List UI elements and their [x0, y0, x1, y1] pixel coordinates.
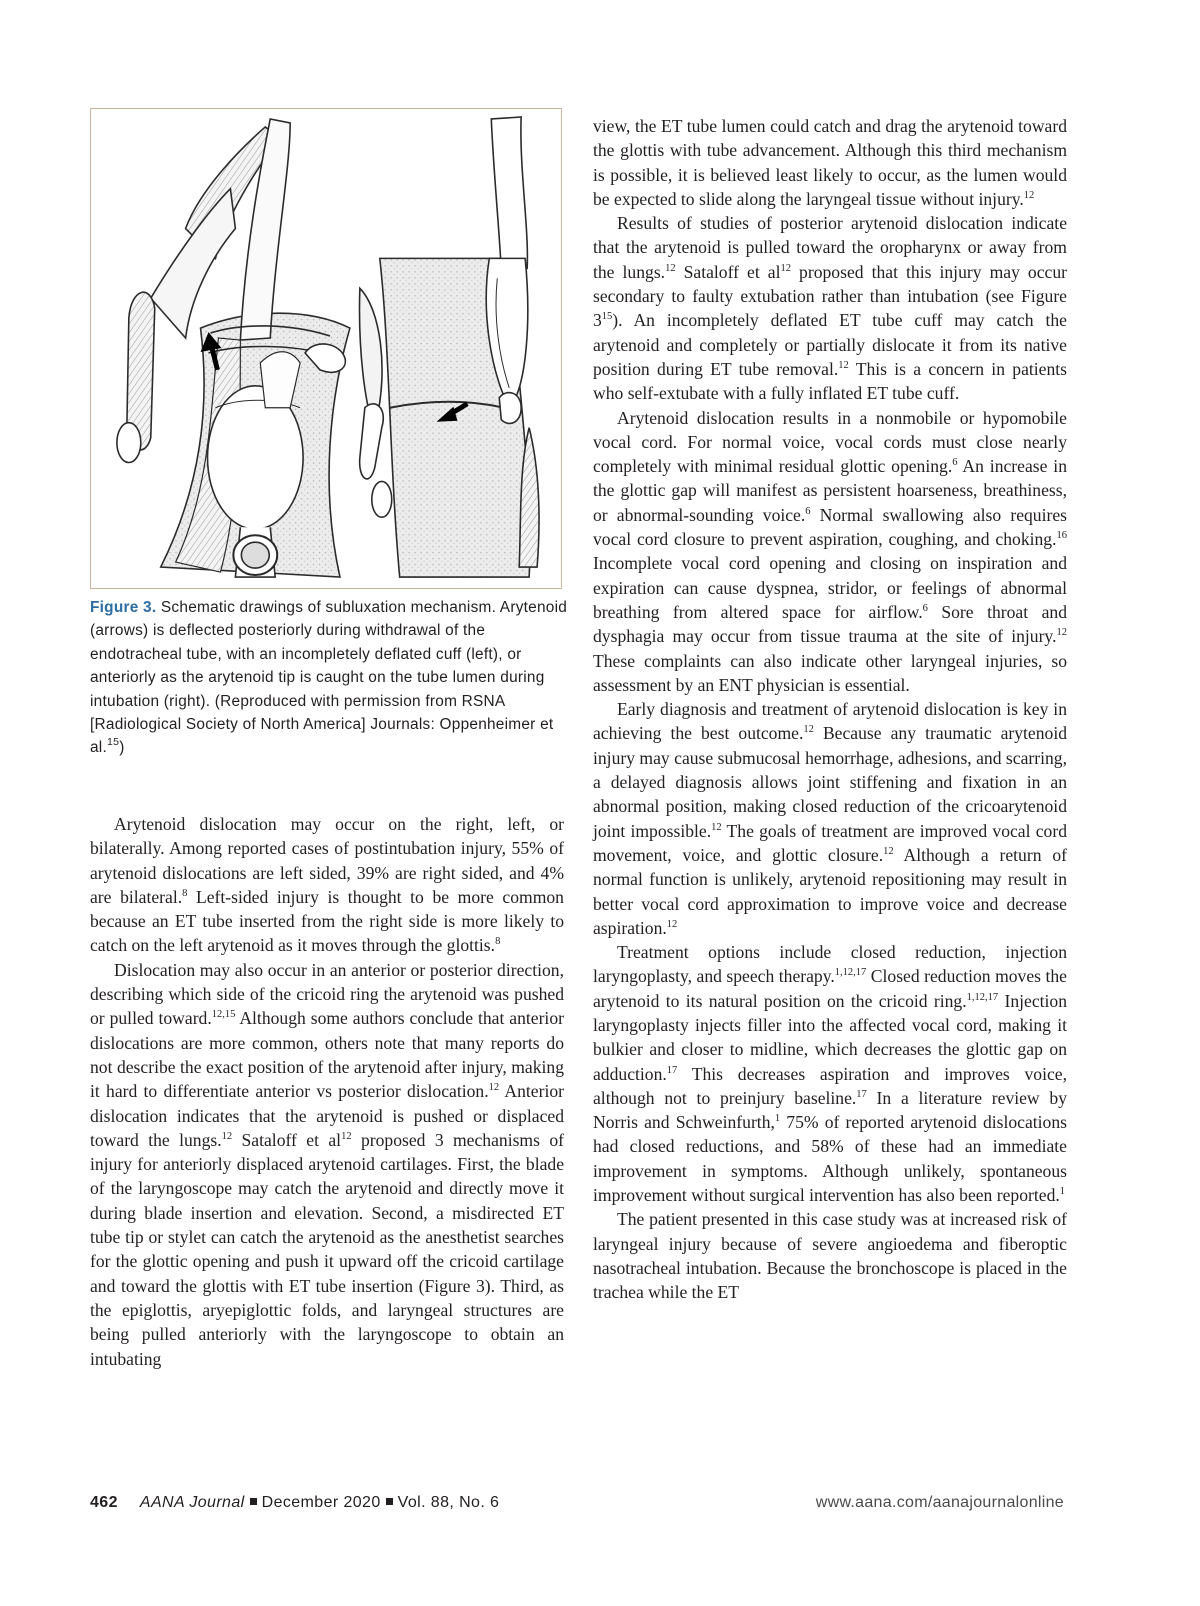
- text-segment: Injection laryngoplasty injects filler into the affected vocal cord, making it bulkier and closer to midline, which decreases the glottic gap on adduction.: [593, 990, 1068, 1084]
- text-segment: Because any traumatic arytenoid injury may cause submucosal hemorrhage, adhesions, and scarring, a delayed diagnosis allows joint stiffening and fixation in an abnormal position, making closed reduction of the cricoarytenoid joint impossible.: [593, 723, 1068, 841]
- reference: 17: [856, 1088, 867, 1100]
- text-segment: Although some authors conclude that anterior dislocations are more common, others note that many reports do not describe the exact position of the arytenoid after injury, making it hard to differentiate anterior vs posterior dislocation.: [90, 1008, 564, 1102]
- text-segment: Closed reduction moves the arytenoid to its natural position on the cricoid ring.: [593, 966, 1067, 1011]
- paragraph-posterior-dislocation: [593, 211, 1067, 405]
- text-segment: proposed that this injury may occur secondary to faulty extubation rather than intubation (see Figure 3: [593, 261, 1067, 331]
- reference: 12: [665, 262, 676, 274]
- issue-date: December 2020: [261, 1494, 381, 1511]
- reference: 12: [838, 359, 849, 371]
- reference: 12: [1056, 627, 1067, 639]
- reference: 12: [883, 845, 894, 857]
- text-segment: view, the ET tube lumen could catch and drag the arytenoid toward the glottis with tube advancement. Although this third mechanism is possible, it is believed least likely to occur, as the lumen would be expected to slide along the laryngeal tissue without injury.: [593, 116, 1067, 209]
- reference: 12: [488, 1082, 500, 1094]
- text-segment: Left-sided injury is thought to be more common because an ET tube inserted from the right side is more likely to catch on the left arytenoid as it moves through the glottis.: [90, 886, 564, 956]
- square-bullet-icon: [250, 1498, 257, 1505]
- journal-url[interactable]: www.aana.com/aanajournalonline: [815, 1494, 1064, 1511]
- text-segment: Incomplete vocal cord opening and closing on inspiration and expiration can cause dyspnea, stridor, or feelings of abnormal breathing from altered space for airflow.: [593, 553, 1067, 622]
- reference: 1: [774, 1113, 781, 1125]
- text-segment: Sataloff et al: [232, 1129, 342, 1150]
- reference: 6: [922, 602, 928, 614]
- reference: 12: [711, 821, 722, 833]
- page-footer: [90, 1494, 1064, 1518]
- text-segment: Although a return of normal function is unlikely, arytenoid repositioning may result in better vocal cord approximation to improve voice and decrease aspiration.: [593, 844, 1067, 938]
- text-segment: Arytenoid dislocation may occur on the right, left, or bilaterally. Among reported cases of postintubation injury, 55% of arytenoid dislocations are left sided, 39% are right sided, and 4% are bilateral.: [90, 814, 564, 907]
- reference: 8: [495, 936, 501, 948]
- reference: 15: [601, 311, 613, 323]
- paragraph-diagnosis: [593, 697, 1067, 940]
- text-segment: Early diagnosis and treatment of arytenoid dislocation is key in achieving the best outcome.: [593, 699, 1067, 744]
- right-column: [593, 114, 1067, 1305]
- reference: 12: [780, 262, 791, 274]
- reference: 12: [221, 1130, 233, 1142]
- figure-3-illustration: [90, 108, 562, 589]
- left-column: [90, 812, 564, 1371]
- text-segment: This decreases aspiration and improves voice, although not to preinjury baseline.: [593, 1063, 1067, 1108]
- caption-text: Schematic drawings of subluxation mechanism. Arytenoid (arrows) is deflected posteriorly during withdrawal of the endotracheal tube, with an incompletely deflated cuff (left), or anteriorly as the arytenoid tip is caught on the tube lumen during intubation (right). (Reproduced with permission from RSNA [Radiological Society of North America] Journals: Oppenheimer et al.: [90, 599, 568, 757]
- caption-reference: 15: [107, 736, 120, 749]
- reference: 16: [1056, 530, 1067, 542]
- caption-end: ): [119, 739, 125, 757]
- text-segment: proposed 3 mechanisms of injury for anteriorly displaced arytenoid cartilages. First, the blade of the laryngoscope may catch the arytenoid and directly move it during blade insertion and elevation. Second, a misdirected ET tube tip or stylet can catch the arytenoid as the anesthetist searches for the glottic opening and push it upward off the cricoid cartilage and toward the glottis with ET tube insertion (Figure 3). Third, as the epiglottis, aryepiglottic folds, and laryngeal structures are being pulled anteriorly with the laryngoscope to obtain an intubating: [90, 1129, 565, 1369]
- text-segment: The goals of treatment are improved vocal cord movement, voice, and glottic closure.: [593, 820, 1067, 865]
- reference: 1,12,17: [834, 967, 867, 979]
- paragraph-symptoms: [593, 406, 1067, 698]
- text-segment: 75% of reported arytenoid dislocations had closed reductions, and 58% of these had an immediate improvement in symptoms. Although unlikely, spontaneous improvement without surgical intervention has also been reported.: [593, 1112, 1067, 1206]
- text-segment: These complaints can also indicate other laryngeal injuries, so assessment by an ENT physician is essential.: [593, 650, 1067, 695]
- reference: 12: [666, 918, 678, 930]
- text-segment: Sataloff et al: [675, 261, 781, 282]
- text-segment: Anterior dislocation indicates that the arytenoid is pushed or displaced toward the lungs.: [90, 1081, 564, 1150]
- reference: 12: [803, 724, 814, 736]
- left-larynx-drawing: [117, 119, 350, 577]
- paragraph-dislocation-sides: [90, 812, 564, 958]
- text-segment: Sore throat and dysphagia may occur from tissue trauma at the site of injury.: [593, 601, 1067, 647]
- reference: 12: [341, 1130, 352, 1142]
- reference: 1,12,17: [966, 991, 999, 1003]
- figure-label: Figure 3.: [90, 599, 157, 616]
- reference: 17: [666, 1064, 678, 1076]
- paragraph-patient: [593, 1207, 1067, 1304]
- text-segment: In a literature review by Norris and Schweinfurth,: [593, 1087, 1067, 1133]
- reference: 6: [805, 505, 811, 517]
- paragraph-dislocation-direction: [90, 958, 564, 1371]
- text-segment: The patient presented in this case study was at increased risk of laryngeal injury because of severe angioedema and fiberoptic nasotracheal intubation. Because the bronchoscope is placed in the trachea while the ET: [593, 1209, 1067, 1303]
- text-segment: Results of studies of posterior arytenoid dislocation indicate that the arytenoid is pulled toward the oropharynx or away from the lungs.: [593, 213, 1067, 282]
- text-segment: Arytenoid dislocation results in a nonmobile or hypomobile vocal cord. For normal voice, vocal cords must close nearly completely with minimal residual glottic opening.: [593, 407, 1067, 477]
- journal-name: AANA Journal: [139, 1494, 245, 1511]
- text-segment: Treatment options include closed reduction, injection laryngoplasty, and speech therapy.: [593, 942, 1067, 987]
- square-bullet-icon: [386, 1498, 393, 1505]
- text-segment: Dislocation may also occur in an anterior or posterior direction, describing which side of the cricoid ring the arytenoid was pushed or pulled toward.: [90, 959, 564, 1029]
- text-segment: This is a concern in patients who self-extubate with a fully inflated ET tube cuff.: [593, 358, 1067, 404]
- footer-citation: [90, 1494, 499, 1512]
- volume-issue: Vol. 88, No. 6: [397, 1494, 500, 1511]
- reference: 12,15: [211, 1009, 236, 1021]
- figure-caption: [90, 596, 568, 760]
- reference: 1: [1059, 1186, 1066, 1198]
- paragraph-treatment: [593, 940, 1067, 1207]
- reference: 12: [1023, 189, 1035, 201]
- paragraph-continued: [593, 114, 1067, 211]
- text-segment: An increase in the glottic gap will manifest as persistent hoarseness, breathiness, or abnormal-sounding voice.: [593, 456, 1067, 525]
- text-segment: Normal swallowing also requires vocal cord closure to prevent aspiration, coughing, and choking.: [593, 504, 1067, 550]
- right-larynx-drawing: [360, 117, 540, 577]
- page-number: 462: [90, 1494, 118, 1511]
- text-segment: ). An incompletely deflated ET tube cuff may catch the arytenoid and completely or partially dislocate it from its native position during ET tube removal.: [593, 310, 1067, 379]
- reference: 8: [182, 887, 188, 899]
- reference: 6: [952, 457, 958, 469]
